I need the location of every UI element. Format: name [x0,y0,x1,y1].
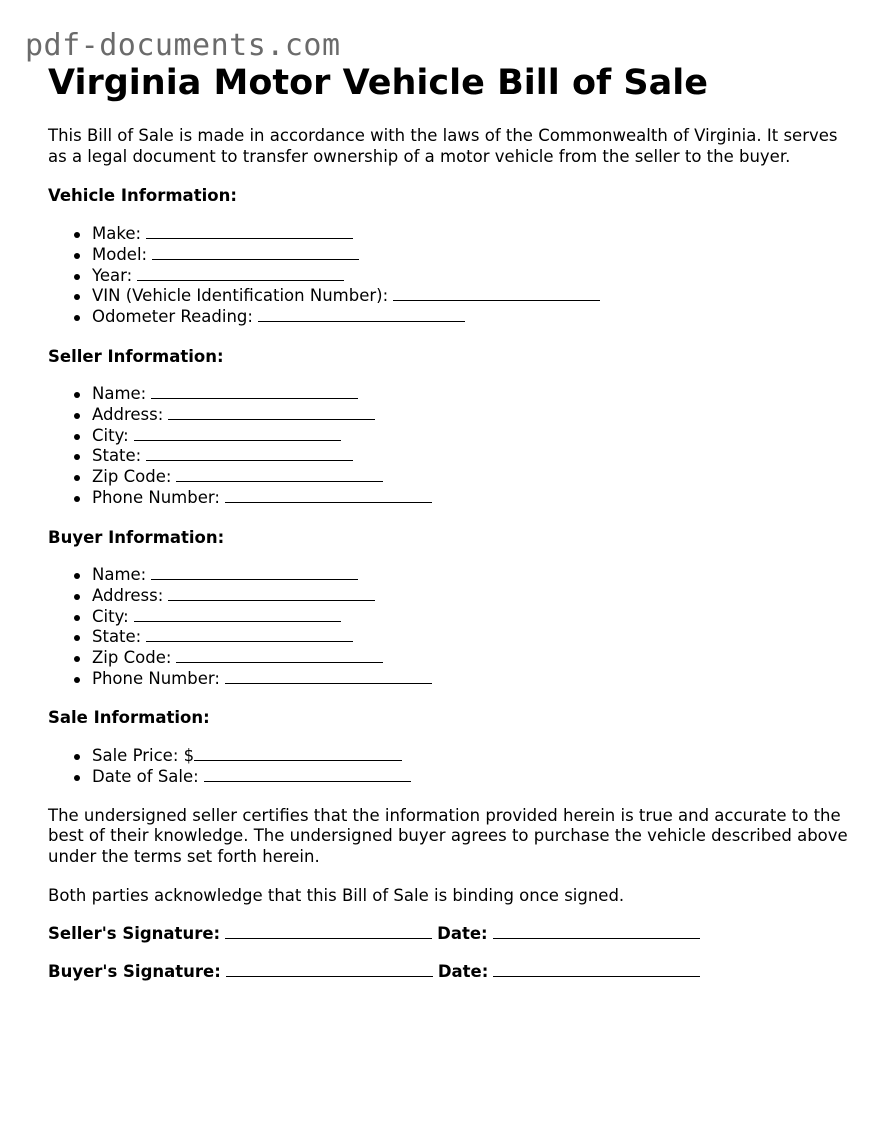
sale-field-list [48,746,848,787]
year-blank-line[interactable] [137,266,344,281]
make-blank-line[interactable] [146,224,353,239]
sale-date-blank-line[interactable] [204,767,411,782]
vehicle-field-list [48,224,848,328]
seller-signature-blank-line[interactable] [225,924,432,939]
field-label-model: Model: [92,244,148,264]
seller-date-blank-line[interactable] [493,924,700,939]
list-item [92,266,848,287]
list-item [92,426,848,447]
model-blank-line[interactable] [152,245,359,260]
buyer-name-blank-line[interactable] [151,565,358,580]
buyer-zip-blank-line[interactable] [176,648,383,663]
buyer-signature-blank-line[interactable] [226,962,433,977]
seller-signature-label: Seller's Signature: [48,924,221,944]
list-item [92,467,848,488]
list-item [92,446,848,467]
list-item [92,307,848,328]
list-item [92,669,848,690]
buyer-field-list [48,565,848,689]
list-item [92,648,848,669]
field-label-vin: VIN (Vehicle Identification Number): [92,286,389,306]
field-label-year: Year: [92,265,133,285]
sale-date-label: Date of Sale: [92,766,199,786]
seller-label-phone: Phone Number: [92,487,220,507]
list-item [92,746,848,767]
acknowledgment-paragraph: Both parties acknowledge that this Bill of Sale is binding once signed. [48,885,625,905]
document-page [48,60,848,983]
buyer-state-blank-line[interactable] [146,627,353,642]
seller-zip-blank-line[interactable] [176,467,383,482]
field-label-odometer: Odometer Reading: [92,306,253,326]
vin-blank-line[interactable] [393,286,600,301]
seller-name-blank-line[interactable] [151,384,358,399]
buyer-date-label: Date: [437,962,489,982]
buyer-label-address: Address: [92,585,164,605]
sale-price-blank-line[interactable] [194,746,402,761]
sale-price-label: Sale Price: $ [92,746,195,766]
seller-section-heading: Seller Information: [48,346,224,366]
seller-label-zip: Zip Code: [92,467,172,487]
buyer-address-blank-line[interactable] [168,586,375,601]
seller-city-blank-line[interactable] [134,426,341,441]
certification-paragraph: The undersigned seller certifies that the information provided herein is true and accurate to the best of their knowledge. The undersigned buyer agrees to purchase the vehicle described above under the terms set forth herein. [48,805,848,866]
list-item [92,224,848,245]
buyer-phone-blank-line[interactable] [225,669,432,684]
seller-address-blank-line[interactable] [168,405,375,420]
intro-paragraph: This Bill of Sale is made in accordance with the laws of the Commonwealth of Virginia. It serves as a legal document to transfer ownership of a motor vehicle from the seller to the buyer. [48,126,838,166]
seller-field-list [48,384,848,508]
list-item [92,384,848,405]
list-item [92,607,848,628]
odometer-blank-line[interactable] [258,307,465,322]
seller-signature-row [48,924,848,945]
list-item [92,565,848,586]
buyer-city-blank-line[interactable] [134,607,341,622]
buyer-date-blank-line[interactable] [493,962,700,977]
seller-state-blank-line[interactable] [146,446,353,461]
buyer-signature-label: Buyer's Signature: [48,962,221,982]
seller-phone-blank-line[interactable] [225,488,432,503]
list-item [92,586,848,607]
field-label-make: Make: [92,224,142,244]
buyer-label-city: City: [92,606,129,626]
buyer-signature-row [48,962,848,983]
list-item [92,286,848,307]
buyer-label-zip: Zip Code: [92,648,172,668]
seller-date-label: Date: [437,924,488,944]
list-item [92,767,848,788]
seller-label-address: Address: [92,405,164,425]
document-title: Virginia Motor Vehicle Bill of Sale [48,63,708,103]
vehicle-section-heading: Vehicle Information: [48,186,237,206]
list-item [92,627,848,648]
watermark: pdf-documents.com [25,28,341,63]
sale-section-heading: Sale Information: [48,708,210,728]
list-item [92,405,848,426]
seller-label-city: City: [92,425,129,445]
seller-label-name: Name: [92,384,147,404]
list-item [92,245,848,266]
buyer-label-state: State: [92,627,142,647]
buyer-label-name: Name: [92,565,147,585]
buyer-label-phone: Phone Number: [92,668,220,688]
seller-label-state: State: [92,446,142,466]
list-item [92,488,848,509]
buyer-section-heading: Buyer Information: [48,527,225,547]
